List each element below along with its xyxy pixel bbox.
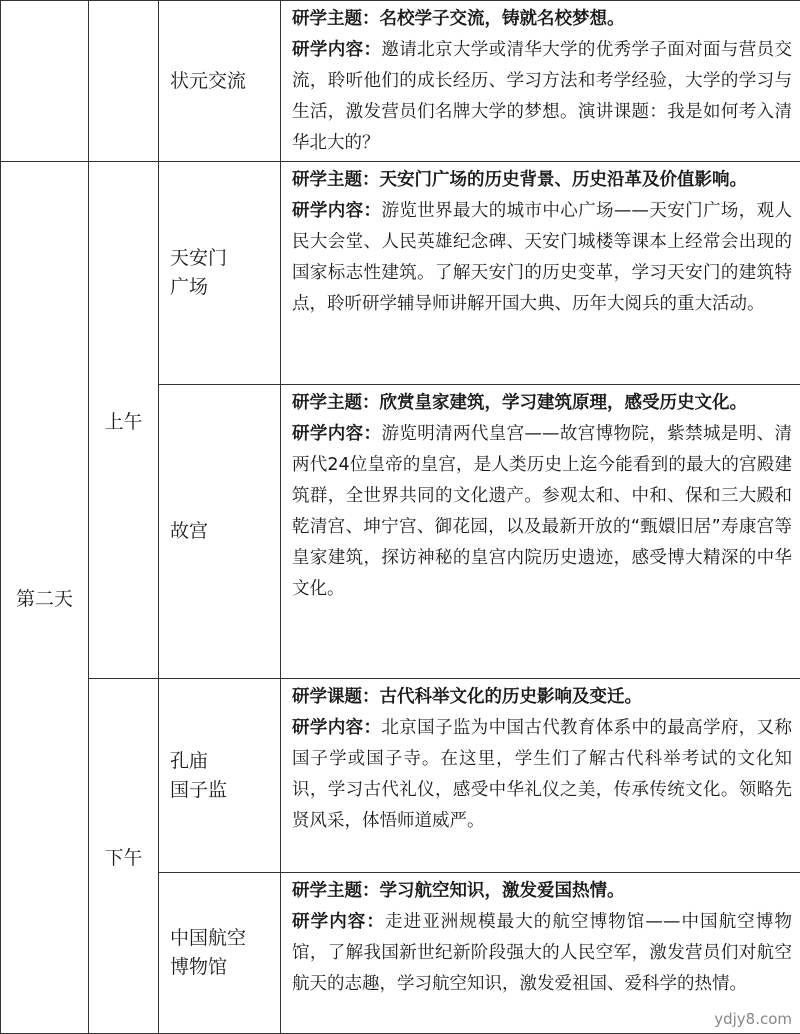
content-text: 游览世界最大的城市中心广场——天安门广场，观人民大会堂、人民英雄纪念碑、天安门城楼等课本上经常会出现的国家标志性建筑。了解天安门的历史变革，学习天安门的建筑特点，聆听研学辅导师讲解开国大典、历年大阅兵的重大活动。 <box>292 201 792 314</box>
period-cell-empty <box>89 1 159 162</box>
content-label: 研学内容： <box>292 201 381 221</box>
content-text: 走进亚洲规模最大的航空博物馆——中国航空博物馆，了解我国新世纪新阶段强大的人民空军，激发营员们对航空航天的志趣，学习航空知识，激发爱祖国、爱科学的热情。 <box>292 912 792 994</box>
topic-label: 研学主题： <box>292 9 380 29</box>
topic-text: 欣赏皇家建筑，学习建筑原理，感受历史文化。 <box>380 393 748 413</box>
place-cell <box>159 385 281 679</box>
place-name-line: 天安门 <box>170 244 280 273</box>
content-label: 研学内容： <box>292 40 381 60</box>
topic-label: 研学主题： <box>292 393 380 413</box>
place-cell <box>159 873 281 1034</box>
description-cell <box>281 1 800 162</box>
topic-text: 天安门广场的历史背景、历史沿革及价值影响。 <box>380 170 748 190</box>
watermark: ydjy8.com <box>714 1010 792 1028</box>
topic-line <box>292 682 792 713</box>
topic-line <box>292 876 792 907</box>
topic-label: 研学主题： <box>292 170 380 190</box>
content-paragraph <box>292 196 792 320</box>
day-cell-empty <box>1 1 89 162</box>
place-cell <box>159 1 281 162</box>
content-text: 邀请北京大学或清华大学的优秀学子面对面与营员交流，聆听他们的成长经历、学习方法和考学经验，大学的学习与生活，激发营员们名牌大学的梦想。演讲课题：我是如何考入清华北大的？ <box>292 40 792 153</box>
table-row <box>1 162 800 385</box>
content-label: 研学内容： <box>292 718 381 738</box>
topic-label: 研学主题： <box>292 881 380 901</box>
place-cell <box>159 162 281 385</box>
place-cell <box>159 679 281 873</box>
content-paragraph <box>292 419 792 605</box>
content-text: 北京国子监为中国古代教育体系中的最高学府，又称国子学或国子寺。在这里，学生们了解古代科举考试的文化知识，学习古代礼仪，感受中华礼仪之美，传承传统文化。领略先贤风采，体悟师道威严。 <box>292 718 792 831</box>
place-name: 故宫 <box>170 517 280 546</box>
content-paragraph <box>292 713 792 837</box>
description-cell <box>281 679 800 873</box>
content-text: 游览明清两代皇宫——故宫博物院，紫禁城是明、清两代24位皇帝的皇宫，是人类历史上迄今能看到的最大的宫殿建筑群，全世界共同的文化遗产。参观太和、中和、保和三大殿和乾清宫、坤宁宫、御花园，以及最新开放的“甄嬛旧居”寿康宫等皇家建筑，探访神秘的皇宫内院历史遗迹，感受博大精深的中华文化。 <box>292 424 792 599</box>
day-cell: 第二天 <box>1 162 89 1034</box>
content-paragraph <box>292 35 792 159</box>
topic-line <box>292 165 792 196</box>
topic-text: 名校学子交流，铸就名校梦想。 <box>380 9 625 29</box>
content-label: 研学内容： <box>292 912 385 932</box>
table-row <box>1 1 800 162</box>
topic-label: 研学课题： <box>292 687 380 707</box>
description-cell <box>281 162 800 385</box>
period-cell-afternoon: 下午 <box>89 679 159 1034</box>
place-name: 状元交流 <box>170 67 280 96</box>
place-name-line: 孔庙 <box>170 747 280 776</box>
description-cell <box>281 385 800 679</box>
content-paragraph <box>292 907 792 1000</box>
place-name-line: 博物馆 <box>170 953 280 982</box>
content-label: 研学内容： <box>292 424 381 444</box>
place-name-line: 国子监 <box>170 776 280 805</box>
topic-text: 学习航空知识，激发爱国热情。 <box>380 881 625 901</box>
place-name-line: 中国航空 <box>170 924 280 953</box>
topic-line <box>292 4 792 35</box>
table-row <box>1 679 800 873</box>
topic-line <box>292 388 792 419</box>
period-cell-morning: 上午 <box>89 162 159 679</box>
place-name-line: 广场 <box>170 273 280 302</box>
topic-text: 古代科举文化的历史影响及变迁。 <box>380 687 643 707</box>
